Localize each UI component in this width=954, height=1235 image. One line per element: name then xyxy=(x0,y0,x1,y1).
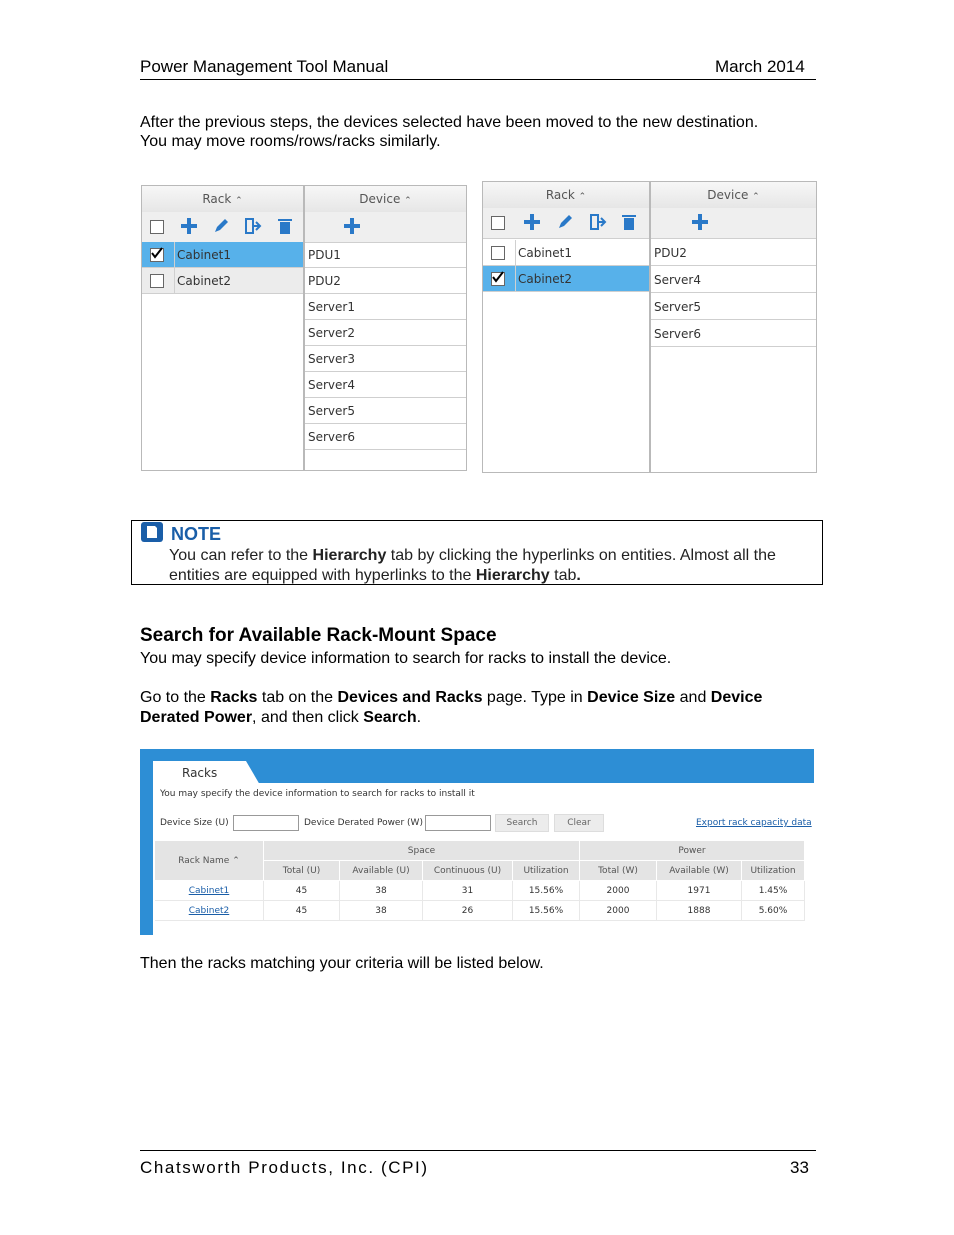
edit-icon[interactable] xyxy=(212,217,230,235)
delete-icon[interactable] xyxy=(276,217,294,235)
check-icon xyxy=(150,246,164,260)
note-text: You can refer to the Hierarchy tab by clicking the hyperlinks on entities. Almost all the entities are equipped with hyperlinks to the Hierarchy tab. xyxy=(169,547,776,584)
rack-row-cabinet2[interactable] xyxy=(142,268,303,294)
after-device-header[interactable]: Device ⌃ xyxy=(651,182,816,209)
rack-name[interactable]: Cabinet1 xyxy=(177,248,232,262)
add-icon[interactable] xyxy=(523,213,541,231)
device-row[interactable]: PDU2 xyxy=(305,268,466,294)
col-header[interactable]: Utilization xyxy=(513,861,580,881)
before-rack-toolbar xyxy=(142,212,303,243)
add-icon[interactable] xyxy=(180,217,198,235)
device-row[interactable]: Server5 xyxy=(651,294,816,320)
rack-name[interactable]: Cabinet1 xyxy=(518,246,573,260)
before-device-panel xyxy=(304,185,467,471)
rack-link[interactable]: Cabinet2 xyxy=(188,905,230,916)
column-divider xyxy=(515,240,516,292)
move-icon[interactable] xyxy=(244,217,262,235)
after-device-panel xyxy=(650,181,817,473)
intro-line-2: You may move rooms/rows/racks similarly. xyxy=(140,133,441,150)
footer-rule xyxy=(140,1150,816,1151)
note-box xyxy=(131,520,823,585)
device-row[interactable]: Server1 xyxy=(305,294,466,320)
delete-icon[interactable] xyxy=(620,213,638,231)
check-icon xyxy=(491,270,505,284)
cell: 15.56% xyxy=(513,881,580,901)
footer-company: Chatsworth Products, Inc. (CPI) xyxy=(140,1158,429,1177)
device-row[interactable]: Server5 xyxy=(305,398,466,424)
move-icon[interactable] xyxy=(589,213,607,231)
racks-panel xyxy=(153,783,814,935)
racks-hint: You may specify the device information to search for racks to install it xyxy=(160,789,475,799)
select-all-checkbox[interactable] xyxy=(150,220,164,234)
add-icon[interactable] xyxy=(343,217,361,235)
device-row[interactable]: Server4 xyxy=(651,267,816,293)
rack-name[interactable]: Cabinet2 xyxy=(518,272,573,286)
col-header[interactable]: Available (U) xyxy=(340,861,423,881)
cell: 1.45% xyxy=(742,881,805,901)
row-checkbox[interactable] xyxy=(150,274,164,288)
device-row[interactable]: Server6 xyxy=(651,321,816,347)
cell: 31 xyxy=(423,881,513,901)
page-number: 33 xyxy=(790,1158,809,1177)
cell: 45 xyxy=(264,881,340,901)
before-rack-panel xyxy=(141,185,304,471)
cell: 1971 xyxy=(657,881,742,901)
device-row[interactable]: Server3 xyxy=(305,346,466,372)
edit-icon[interactable] xyxy=(556,213,574,231)
device-row[interactable]: Server2 xyxy=(305,320,466,346)
cell: 38 xyxy=(340,901,423,921)
before-device-header[interactable]: Device ⌃ xyxy=(305,186,466,213)
racks-table xyxy=(155,841,805,921)
racks-screenshot xyxy=(140,749,814,935)
racks-tab-label[interactable]: Racks xyxy=(182,766,218,780)
clear-button[interactable]: Clear xyxy=(554,814,604,832)
derated-power-label: Device Derated Power (W) xyxy=(304,818,423,828)
rack-name[interactable]: Cabinet2 xyxy=(177,274,232,288)
col-header[interactable]: Utilization xyxy=(742,861,805,881)
rack-link[interactable]: Cabinet1 xyxy=(188,885,230,896)
header-title: Power Management Tool Manual xyxy=(140,57,389,76)
section-para-2: Go to the Racks tab on the Devices and Racks page. Type in Device Size and Device Derated Power, and then click Search. xyxy=(140,689,763,726)
device-row[interactable]: PDU2 xyxy=(651,240,816,266)
section-title: Search for Available Rack-Mount Space xyxy=(140,625,497,646)
row-checkbox[interactable] xyxy=(150,248,164,262)
after-rack-header[interactable]: Rack ⌃ xyxy=(483,182,649,209)
table-row xyxy=(155,881,805,901)
sort-up-icon: ⌃ xyxy=(578,192,587,202)
device-size-input[interactable] xyxy=(233,815,299,831)
sort-up-icon: ⌃ xyxy=(752,192,760,202)
after-device-toolbar xyxy=(651,208,816,239)
after-rack-panel xyxy=(482,181,650,473)
col-header[interactable]: Available (W) xyxy=(657,861,742,881)
before-rack-header[interactable]: Rack ⌃ xyxy=(142,186,303,213)
col-rack-name[interactable]: Rack Name ⌃ xyxy=(155,841,264,881)
rack-row-cabinet1[interactable] xyxy=(483,240,649,266)
cell: 26 xyxy=(423,901,513,921)
add-icon[interactable] xyxy=(691,213,709,231)
rack-row-cabinet2[interactable] xyxy=(483,266,649,292)
sort-up-icon: ⌃ xyxy=(232,855,240,866)
header-rule xyxy=(140,79,816,80)
before-device-toolbar xyxy=(305,212,466,243)
sort-up-icon: ⌃ xyxy=(404,196,412,206)
tab-notch xyxy=(246,761,260,785)
row-checkbox[interactable] xyxy=(491,246,505,260)
col-header[interactable]: Continuous (U) xyxy=(423,861,513,881)
derated-power-input[interactable] xyxy=(425,815,491,831)
rack-row-cabinet1[interactable] xyxy=(142,242,303,268)
select-all-checkbox[interactable] xyxy=(491,216,505,230)
cell: 45 xyxy=(264,901,340,921)
table-row xyxy=(155,901,805,921)
sort-up-icon: ⌃ xyxy=(235,196,243,206)
col-header[interactable]: Total (W) xyxy=(580,861,657,881)
device-row[interactable]: PDU1 xyxy=(305,242,466,268)
cell: 2000 xyxy=(580,901,657,921)
cell: 1888 xyxy=(657,901,742,921)
section-para-1: You may specify device information to search for racks to install the device. xyxy=(140,650,672,667)
group-space: Space xyxy=(264,841,580,861)
header-date: March 2014 xyxy=(715,57,805,76)
cell: 15.56% xyxy=(513,901,580,921)
after-text: Then the racks matching your criteria will be listed below. xyxy=(140,955,544,972)
note-title: NOTE xyxy=(171,524,222,544)
column-divider xyxy=(174,242,175,294)
export-link[interactable]: Export rack capacity data xyxy=(696,818,812,828)
cell: 5.60% xyxy=(742,901,805,921)
row-checkbox[interactable] xyxy=(491,272,505,286)
intro-line-1: After the previous steps, the devices selected have been moved to the new destination. xyxy=(140,114,759,131)
search-button[interactable]: Search xyxy=(495,814,549,832)
cell: 38 xyxy=(340,881,423,901)
device-row[interactable]: Server6 xyxy=(305,424,466,450)
device-row[interactable]: Server4 xyxy=(305,372,466,398)
device-size-label: Device Size (U) xyxy=(160,818,229,828)
group-power: Power xyxy=(580,841,805,861)
cell: 2000 xyxy=(580,881,657,901)
note-icon xyxy=(141,522,163,542)
col-header[interactable]: Total (U) xyxy=(264,861,340,881)
after-rack-toolbar xyxy=(483,208,649,239)
